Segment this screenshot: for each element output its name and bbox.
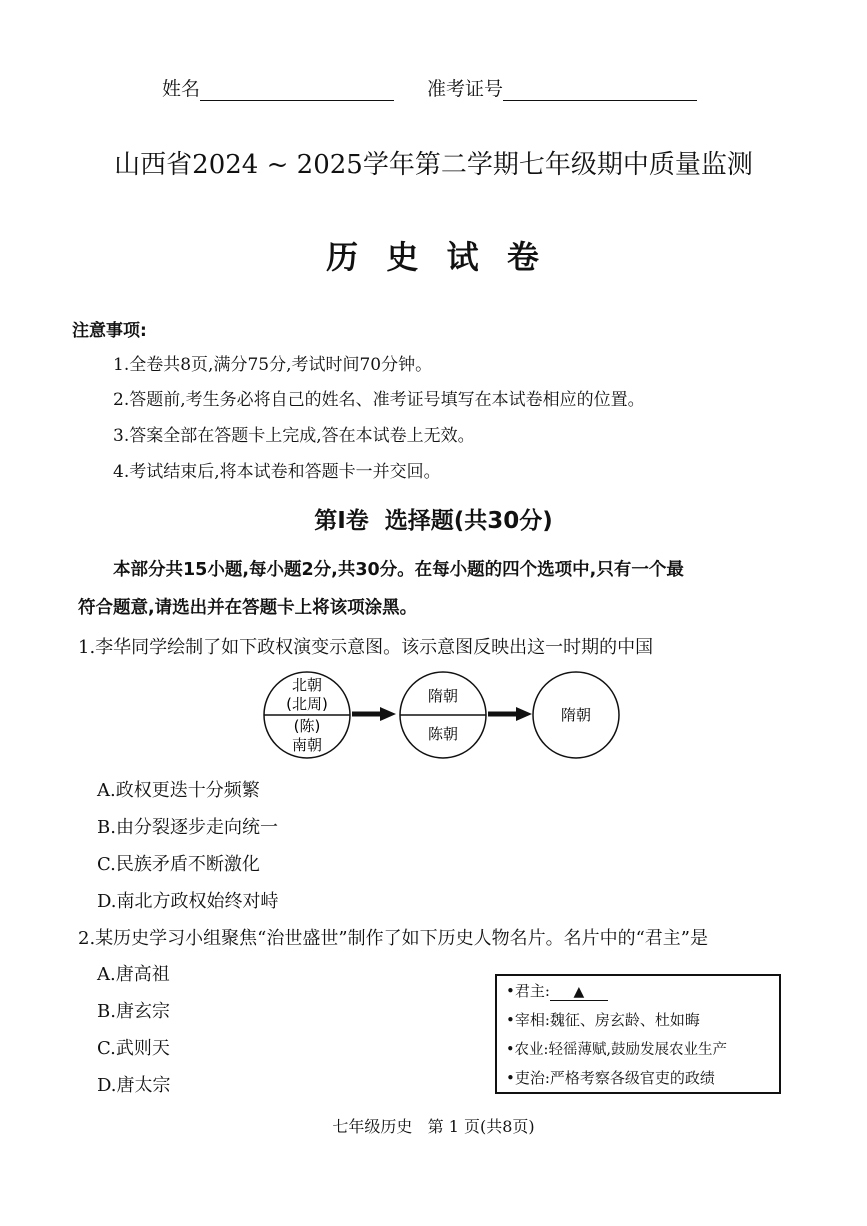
regime-diagram bbox=[250, 667, 630, 763]
exam-title: 山西省2024 ~ 2025学年第二学期七年级期中质量监测 bbox=[114, 150, 753, 180]
circle-label: 隋朝 bbox=[427, 687, 459, 705]
arrow-head bbox=[380, 707, 396, 721]
card-label: •君主: bbox=[506, 982, 550, 1000]
option: D.唐太宗 bbox=[97, 1075, 171, 1096]
ticket-label: 准考证号 bbox=[427, 78, 504, 100]
ticket-underline bbox=[503, 80, 697, 101]
circle-label: (陈) bbox=[293, 717, 321, 735]
option: B.由分裂逐步走向统一 bbox=[97, 817, 278, 838]
name-underline bbox=[200, 80, 394, 101]
circle-label: 隋朝 bbox=[560, 706, 592, 724]
notice-item: 1.全卷共8页,满分75分,考试时间70分钟。 bbox=[113, 355, 433, 375]
section-title: 第Ⅰ卷 选择题(共30分) bbox=[314, 508, 553, 534]
page-footer: 七年级历史 第 1 页(共8页) bbox=[332, 1117, 535, 1136]
option: A.政权更迭十分频繁 bbox=[97, 780, 260, 801]
circle-label: 北朝 bbox=[291, 676, 323, 694]
question-stem: 1.李华同学绘制了如下政权演变示意图。该示意图反映出这一时期的中国 bbox=[78, 637, 654, 658]
circle-label: 陈朝 bbox=[427, 725, 459, 743]
notice-item: 3.答案全部在答题卡上完成,答在本试卷上无效。 bbox=[113, 426, 475, 446]
arrow-head bbox=[516, 707, 532, 721]
option: C.民族矛盾不断激化 bbox=[97, 854, 260, 875]
circle-label: (北周) bbox=[286, 695, 328, 713]
section-instructions: 本部分共15小题,每小题2分,共30分。在每小题的四个选项中,只有一个最 bbox=[113, 560, 684, 580]
option: B.唐玄宗 bbox=[97, 1001, 170, 1022]
section-instructions: 符合题意,请选出并在答题卡上将该项涂黑。 bbox=[78, 598, 418, 618]
figure-name-card bbox=[495, 974, 781, 1094]
name-label: 姓名 bbox=[162, 78, 201, 100]
card-line: •吏治:严格考察各级官吏的政绩 bbox=[506, 1069, 715, 1087]
card-line: •农业:轻徭薄赋,鼓励发展农业生产 bbox=[506, 1042, 728, 1058]
option: A.唐高祖 bbox=[97, 964, 170, 985]
ticket-field bbox=[427, 74, 697, 101]
card-line bbox=[506, 980, 608, 1001]
notice-heading: 注意事项: bbox=[72, 321, 147, 341]
question-stem: 2.某历史学习小组聚焦“治世盛世”制作了如下历史人物名片。名片中的“君主”是 bbox=[78, 928, 708, 949]
notice-item: 2.答题前,考生务必将自己的姓名、准考证号填写在本试卷相应的位置。 bbox=[113, 390, 645, 410]
circle-label: 南朝 bbox=[291, 736, 323, 754]
blank-underline bbox=[550, 984, 608, 1001]
triangle-mark: ▲ bbox=[573, 984, 585, 1000]
notice-item: 4.考试结束后,将本试卷和答题卡一并交回。 bbox=[113, 462, 441, 482]
card-line: •宰相:魏征、房玄龄、杜如晦 bbox=[506, 1011, 700, 1029]
option: D.南北方政权始终对峙 bbox=[97, 891, 279, 912]
option: C.武则天 bbox=[97, 1038, 170, 1059]
subject-title: 历 史 试 卷 bbox=[326, 238, 541, 276]
name-field bbox=[162, 74, 394, 101]
